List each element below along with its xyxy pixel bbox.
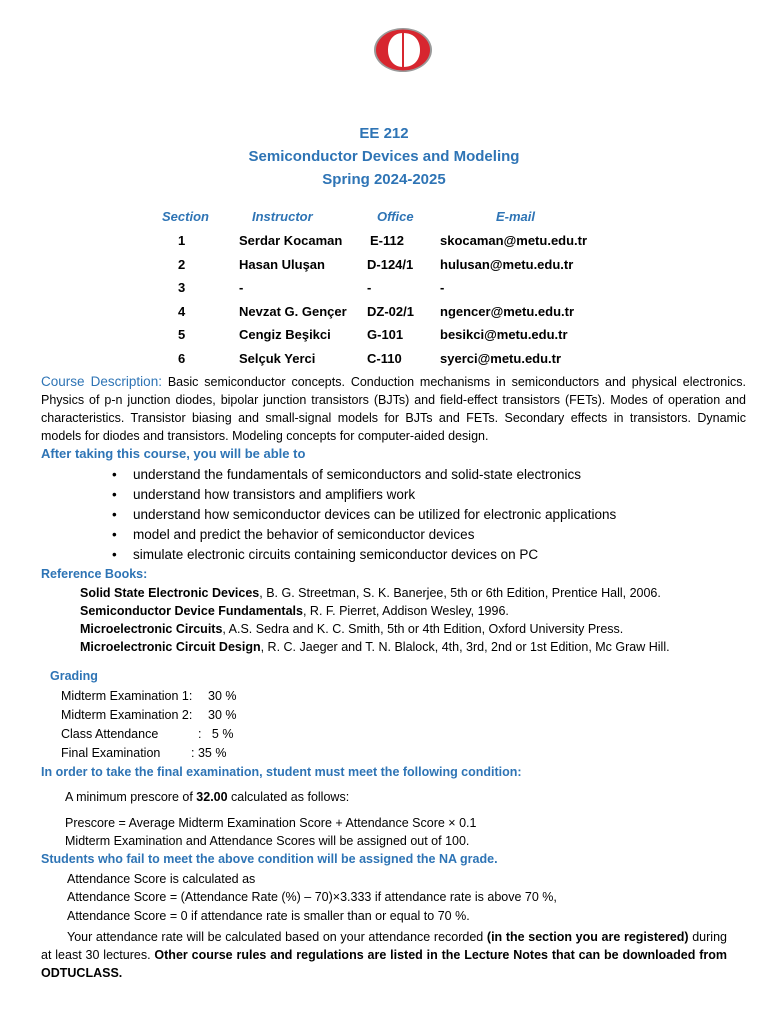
reference-book [80,622,623,636]
grading-item-value: 30 % [208,689,237,703]
bullet-icon: • [112,547,117,562]
prescore-tail: calculated as follows: [227,790,350,804]
grading-item-value: : 35 % [191,746,227,760]
attendance-formula-1: Attendance Score = (Attendance Rate (%) – 70)×3.333 if attendance rate is above 70 %, [67,890,557,904]
section-number: 5 [178,327,186,342]
outcome-text: understand how semiconductor devices can be utilized for electronic applications [133,507,617,522]
col-header-instructor: Instructor [252,209,313,224]
email: - [440,280,445,295]
book-details: , R. C. Jaeger and T. N. Blalock, 4th, 3rd, 2nd or 1st Edition, Mc Graw Hill. [260,640,670,654]
office: E-112 [370,233,404,248]
final-condition-heading: In order to take the final examination, student must meet the following condition: [41,765,522,779]
office: D-124/1 [367,257,414,272]
email: hulusan@metu.edu.tr [440,257,574,272]
table-row [0,304,768,324]
instructor-name: Cengiz Beşikci [239,327,331,342]
term: Spring 2024-2025 [322,171,446,188]
outcome-text: model and predict the behavior of semiconductor devices [133,527,475,542]
col-header-office: Office [377,209,414,224]
closing-text-2: during at least 30 lectures. [41,930,727,962]
grading-item-value: 30 % [208,708,237,722]
reference-book [80,640,670,654]
attendance-intro: Attendance Score is calculated as [67,872,256,886]
email: skocaman@metu.edu.tr [440,233,588,248]
reference-book [80,586,661,600]
section-number: 1 [178,233,186,248]
office: G-101 [367,327,404,342]
bullet-icon: • [112,507,117,522]
book-details: , R. F. Pierret, Addison Wesley, 1996. [302,604,509,618]
instructor-name: - [239,280,244,295]
book-title: Semiconductor Device Fundamentals [80,604,303,618]
grading-item-name: Class Attendance [61,727,159,741]
table-row [0,327,768,347]
prescore-line [65,790,349,804]
col-header-section: Section [162,209,209,224]
closing-bold-2: Other course rules and regulations are listed in the Lecture Notes that can be downloaded from ODTUCLASS. [41,948,727,980]
grading-item-value: : 5 % [198,727,234,741]
section-number: 3 [178,280,186,295]
metu-logo [373,27,433,73]
course-description-label: Course Description: [41,374,162,389]
grading-item-name: Midterm Examination 1: [61,689,193,703]
outcome-text: understand the fundamentals of semiconductors and solid-state electronics [133,467,582,482]
references-heading: Reference Books: [41,567,148,581]
office: - [367,280,372,295]
grading-item-name: Final Examination [61,746,161,760]
book-title: Microelectronic Circuits [80,622,223,636]
section-number: 2 [178,257,186,272]
grading-heading: Grading [50,669,98,683]
section-number: 4 [178,304,186,319]
closing-bold-1: (in the section you are registered) [486,930,689,944]
email: syerci@metu.edu.tr [440,351,562,366]
section-number: 6 [178,351,186,366]
grading-item-name: Midterm Examination 2: [61,708,193,722]
scores-note: Midterm Examination and Attendance Scores will be assigned out of 100. [65,834,470,848]
book-title: Microelectronic Circuit Design [80,640,261,654]
course-name: Semiconductor Devices and Modeling [248,148,520,165]
book-title: Solid State Electronic Devices [80,586,260,600]
outcomes-heading: After taking this course, you will be able to [41,446,306,461]
bullet-icon: • [112,487,117,502]
outcome-text: simulate electronic circuits containing semiconductor devices on PC [133,547,539,562]
instructor-name: Selçuk Yerci [239,351,316,366]
course-code: EE 212 [359,125,409,142]
bullet-icon: • [112,467,117,482]
reference-book [80,604,509,618]
prescore-intro: A minimum prescore of [65,790,197,804]
instructor-name: Serdar Kocaman [239,233,343,248]
book-details: , A.S. Sedra and K. C. Smith, 5th or 4th Edition, Oxford University Press. [222,622,624,636]
email: besikci@metu.edu.tr [440,327,568,342]
book-details: , B. G. Streetman, S. K. Banerjee, 5th or 6th Edition, Prentice Hall, 2006. [259,586,661,600]
prescore-formula: Prescore = Average Midterm Examination Score + Attendance Score × 0.1 [65,816,477,830]
closing-paragraph [41,928,727,982]
table-row [0,257,768,277]
instructor-name: Nevzat G. Gençer [239,304,347,319]
col-header-email: E-mail [496,209,536,224]
email: ngencer@metu.edu.tr [440,304,575,319]
table-row [0,280,768,300]
outcome-text: understand how transistors and amplifiers work [133,487,416,502]
course-description [41,373,746,445]
table-row [0,351,768,371]
table-row [0,233,768,253]
office: DZ-02/1 [367,304,414,319]
instructor-name: Hasan Uluşan [239,257,325,272]
office: C-110 [367,351,402,366]
closing-text-1: Your attendance rate will be calculated based on your attendance recorded [67,930,487,944]
na-grade-heading: Students who fail to meet the above condition will be assigned the NA grade. [41,852,498,866]
bullet-icon: • [112,527,117,542]
course-description-text: Basic semiconductor concepts. Conduction mechanisms in semiconductors and physical electronics. Physics of p-n junction diodes, bipolar junction transistors (BJTs) and field-effect transistors (FETs). Modes of operation and characteristics. Transistor biasing and small-signal models for BJTs and FETs. Secondary effects in transistors. Dynamic models for diodes and transistors. Modeling concepts for computer-aided design. [41,375,746,443]
prescore-value: 32.00 [196,790,228,804]
attendance-formula-2: Attendance Score = 0 if attendance rate is smaller than or equal to 70 %. [67,909,470,923]
